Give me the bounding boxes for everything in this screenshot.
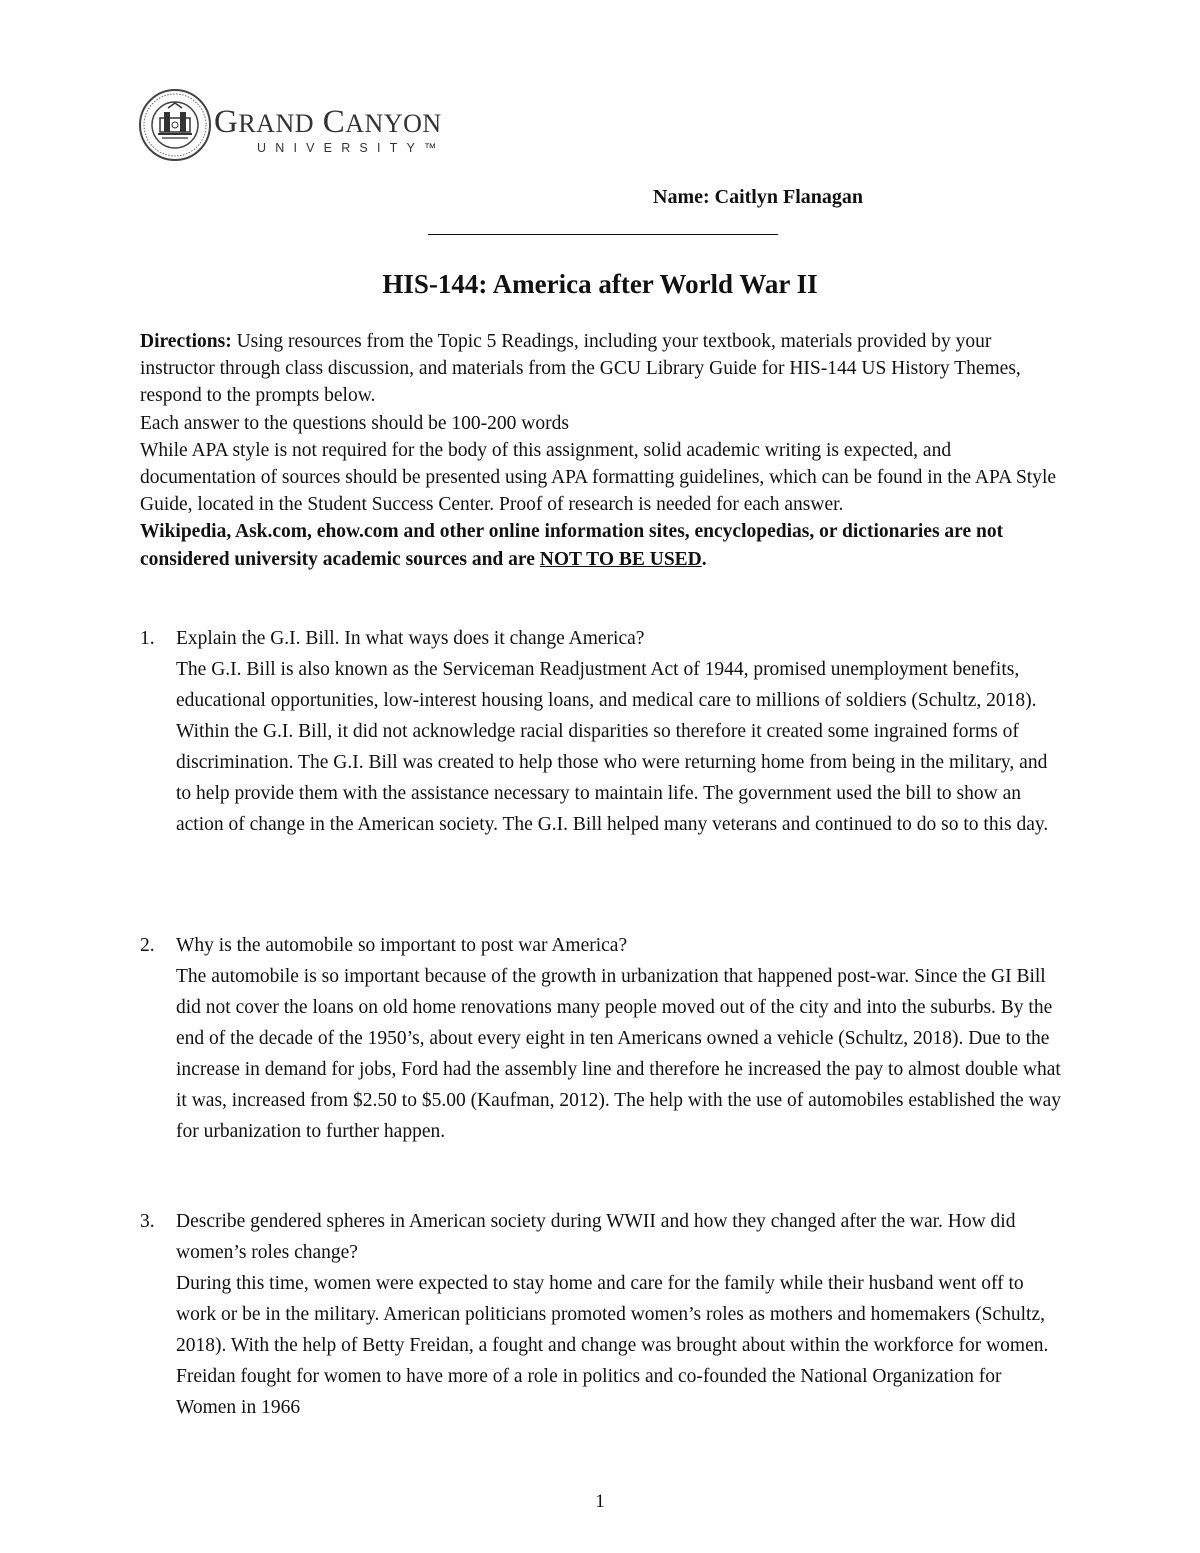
page-number: 1: [595, 1491, 605, 1512]
question-item: [140, 1206, 1065, 1423]
question-number: 3.: [140, 1211, 155, 1232]
question-number: 2.: [140, 935, 155, 956]
name-underline-divider: [428, 234, 778, 235]
question-answer: During this time, women were expected to stay home and care for the family while their husband went off to work or be in the military. American politicians promoted women’s roles as mothers and homemakers (Schultz, 2018). With the help of Betty Freidan, a fought and change was brought about within the workforce for women. Freidan fought for women to have more of a role in politics and co-founded the National Organization for Women in 1966: [176, 1273, 1049, 1418]
directions-label: Directions:: [140, 331, 232, 352]
student-name: Name: Caitlyn Flanagan: [653, 186, 863, 208]
question-prompt: Explain the G.I. Bill. In what ways does it change America?: [176, 628, 645, 649]
directions-text: Using resources from the Topic 5 Readings, including your textbook, materials provided by your instructor through class discussion, and materials from the GCU Library Guide for HIS-144 US History Themes, respond to the prompts below.: [140, 331, 1021, 407]
directions-block: [140, 328, 1060, 573]
logo-wordmark: GRAND CANYON: [214, 104, 442, 140]
question-prompt: Describe gendered spheres in American society during WWII and how they changed after the war. How did women’s roles change?: [176, 1211, 1016, 1263]
question-answer: The G.I. Bill is also known as the Serviceman Readjustment Act of 1944, promised unemployment benefits, educational opportunities, low-interest housing loans, and medical care to millions of soldiers (Schultz, 2018). Within the G.I. Bill, it did not acknowledge racial disparities so therefore it created some ingrained forms of discrimination. The G.I. Bill was created to help those who were returning home from being in the military, and to help provide them with the assistance necessary to maintain life. The government used the bill to show an action of change in the American society. The G.I. Bill helped many veterans and continued to do so to this day.: [176, 659, 1049, 835]
logo-subline: UNIVERSITY™: [257, 141, 446, 155]
page-title: HIS-144: America after World War II: [382, 269, 818, 299]
sources-warning: Wikipedia, Ask.com, ehow.com and other online information sites, encyclopedias, or dictionaries are not considered university academic sources and are NOT TO BE USED.: [140, 521, 1004, 570]
directions-paragraph: [140, 328, 1060, 410]
word-count-instruction: Each answer to the questions should be 100-200 words: [140, 412, 569, 434]
question-number: 1.: [140, 628, 155, 649]
university-logo: [138, 88, 458, 166]
question-item: [140, 623, 1065, 840]
question-answer: The automobile is so important because of the growth in urbanization that happened post-war. Since the GI Bill did not cover the loans on old home renovations many people moved out of the city and into the suburbs. By the end of the decade of the 1950’s, about every eight in ten Americans owned a vehicle (Schultz, 2018). Due to the increase in demand for jobs, Ford had the assembly line and therefore he increased the pay to almost double what it was, increased from $2.50 to $5.00 (Kaufman, 2012). The help with the use of automobiles established the way for urbanization to further happen.: [176, 966, 1062, 1142]
university-seal-icon: [138, 88, 212, 162]
apa-instruction: While APA style is not required for the body of this assignment, solid academic writing is expected, and documentation of sources should be presented using APA formatting guidelines, which can be found in the APA Style Guide, located in the Student Success Center. Proof of research is needed for each answer.: [140, 439, 1057, 516]
question-item: [140, 930, 1065, 1147]
question-prompt: Why is the automobile so important to post war America?: [176, 935, 628, 956]
not-to-be-used-text: NOT TO BE USED: [539, 548, 702, 570]
